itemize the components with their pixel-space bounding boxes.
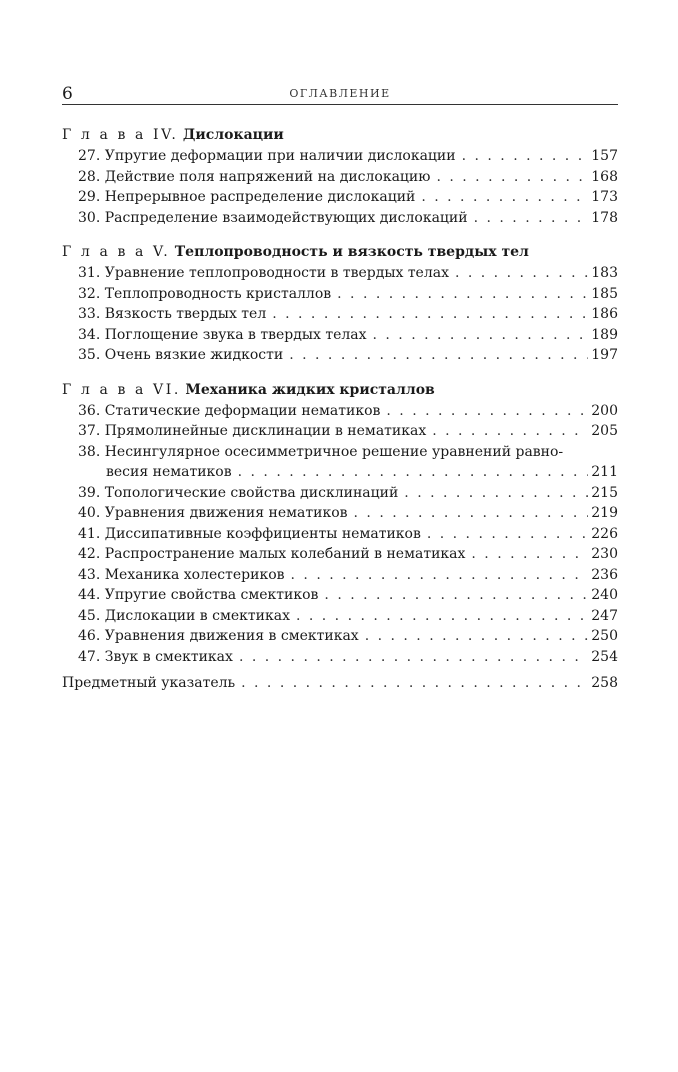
chapter-heading: [62, 241, 618, 263]
chapter-heading: [62, 379, 618, 401]
toc-entry-label: 34. Поглощение звука в твердых телах: [78, 326, 367, 343]
dot-leader: [318, 585, 588, 606]
dot-leader: [456, 146, 588, 167]
dot-leader: [359, 626, 588, 647]
toc-entry-page: 168: [591, 168, 618, 185]
toc-entry-page: 219: [591, 505, 618, 521]
toc-entry-label: 33. Вязкость твердых тел: [78, 306, 267, 322]
chapter-prefix: Г л а в а IV.: [62, 127, 179, 143]
toc-entry-page: 197: [591, 347, 618, 363]
toc-entry-page: 186: [591, 306, 618, 322]
chapter-v: [62, 241, 618, 366]
toc-entry-line2: [78, 462, 618, 483]
toc-entry-label: 37. Прямолинейные дисклинации в нематиках: [78, 423, 427, 439]
dot-leader: [235, 673, 588, 694]
dot-leader: [421, 524, 588, 545]
toc-entry-label: 42. Распространение малых колебаний в нематиках: [78, 546, 466, 562]
toc-entry[interactable]: [62, 304, 618, 325]
dot-leader: [426, 421, 588, 442]
toc-entry[interactable]: [62, 585, 618, 606]
index-entry[interactable]: [62, 673, 618, 694]
chapter-title: Дислокации: [182, 127, 284, 143]
dot-leader: [266, 304, 588, 325]
page-number: 6: [62, 84, 73, 104]
toc-entry[interactable]: [62, 208, 618, 229]
chapter-prefix: Г л а в а VI.: [62, 381, 181, 398]
dot-leader: [430, 167, 588, 188]
chapter-vi: [62, 379, 618, 668]
dot-leader: [468, 208, 588, 229]
toc-entry-label-line1: 38. Несингулярное осесимметричное решение уравнений равно-: [78, 443, 564, 460]
toc-entry-label: 28. Действие поля напряжений на дислокацию: [78, 168, 431, 185]
toc-entry-label: 40. Уравнения движения нематиков: [78, 505, 348, 521]
toc-entry[interactable]: [62, 263, 618, 284]
toc-entry-page: 178: [591, 209, 618, 226]
toc-entry-label: 29. Непрерывное распределение дислокаций: [78, 189, 416, 205]
dot-leader: [290, 606, 588, 627]
toc-entry-label: 46. Уравнения движения в смектиках: [78, 628, 359, 644]
page-header: [62, 84, 618, 105]
toc-entry[interactable]: [62, 524, 618, 545]
toc-entry-page: 200: [591, 402, 618, 419]
dot-leader: [398, 483, 588, 504]
chapter-heading: [62, 124, 618, 146]
toc-entry-label: 30. Распределение взаимодействующих дислокаций: [78, 209, 468, 226]
toc-entry-page: 211: [591, 464, 618, 480]
toc-entry-label: 32. Теплопроводность кристаллов: [78, 285, 332, 302]
toc-entry[interactable]: [62, 284, 618, 305]
toc-entry-label: 47. Звук в смектиках: [78, 648, 233, 665]
dot-leader: [380, 401, 588, 422]
toc-entry[interactable]: [62, 606, 618, 627]
dot-leader: [348, 503, 588, 524]
toc-entry[interactable]: [62, 401, 618, 422]
toc-entry-page: 185: [591, 285, 618, 302]
toc-entry-page: 173: [591, 189, 618, 205]
toc-entry[interactable]: [62, 167, 618, 188]
toc-entry-page: 250: [591, 628, 618, 644]
toc-entry[interactable]: [62, 626, 618, 647]
toc-entry-label: 43. Механика холестериков: [78, 566, 285, 583]
toc-entry-label: 27. Упругие деформации при наличии дислокации: [78, 148, 456, 164]
toc-entry-label: 31. Уравнение теплопроводности в твердых телах: [78, 265, 449, 281]
toc-entry-label: 45. Дислокации в смектиках: [78, 607, 290, 624]
dot-leader: [232, 462, 588, 483]
toc-entry-label: 41. Диссипативные коэффициенты нематиков: [78, 525, 421, 542]
toc-entry-page: 189: [591, 326, 618, 343]
toc-entry-label: 44. Упругие свойства смектиков: [78, 587, 319, 603]
toc-entry-page: 226: [591, 525, 618, 542]
dot-leader: [415, 187, 588, 208]
toc-entry-page: 215: [591, 484, 618, 501]
toc-entry-label-line2: весия нематиков: [106, 464, 232, 480]
toc-entry[interactable]: [62, 146, 618, 167]
toc-entry-label: 35. Очень вязкие жидкости: [78, 347, 284, 363]
dot-leader: [367, 325, 589, 346]
index-label: Предметный указатель: [62, 675, 236, 691]
running-title: ОГЛАВЛЕНИЕ: [289, 87, 391, 100]
index-page: 258: [591, 675, 618, 691]
toc-entry-page: 230: [591, 546, 618, 562]
dot-leader: [283, 345, 588, 366]
toc-entry[interactable]: [62, 565, 618, 586]
chapter-title: Теплопроводность и вязкость твердых тел: [174, 244, 529, 260]
dot-leader: [233, 647, 588, 668]
toc-entry[interactable]: [62, 483, 618, 504]
chapter-title: Механика жидких кристаллов: [185, 381, 435, 398]
toc-entry-page: 247: [591, 607, 618, 624]
toc-entry[interactable]: [62, 544, 618, 565]
chapter-prefix: Г л а в а V.: [62, 244, 171, 260]
toc-entry-page: 183: [591, 265, 618, 281]
toc-entry[interactable]: [62, 421, 618, 442]
toc-entry-label: 36. Статические деформации нематиков: [78, 402, 381, 419]
toc-entry[interactable]: [62, 325, 618, 346]
toc-entry[interactable]: [62, 345, 618, 366]
table-of-contents: [62, 124, 618, 694]
toc-entry-page: 254: [591, 648, 618, 665]
toc-entry-page: 240: [591, 587, 618, 603]
dot-leader: [449, 263, 588, 284]
chapter-iv: [62, 124, 618, 228]
toc-entry[interactable]: [62, 187, 618, 208]
toc-entry-page: 205: [591, 423, 618, 439]
dot-leader: [465, 544, 588, 565]
toc-entry-page: 157: [591, 148, 618, 164]
toc-entry[interactable]: [62, 503, 618, 524]
dot-leader: [331, 284, 588, 305]
toc-entry-label: 39. Топологические свойства дисклинаций: [78, 484, 399, 501]
toc-entry[interactable]: [62, 647, 618, 668]
dot-leader: [285, 565, 588, 586]
toc-entry-multiline[interactable]: [62, 442, 618, 483]
toc-entry-page: 236: [591, 566, 618, 583]
